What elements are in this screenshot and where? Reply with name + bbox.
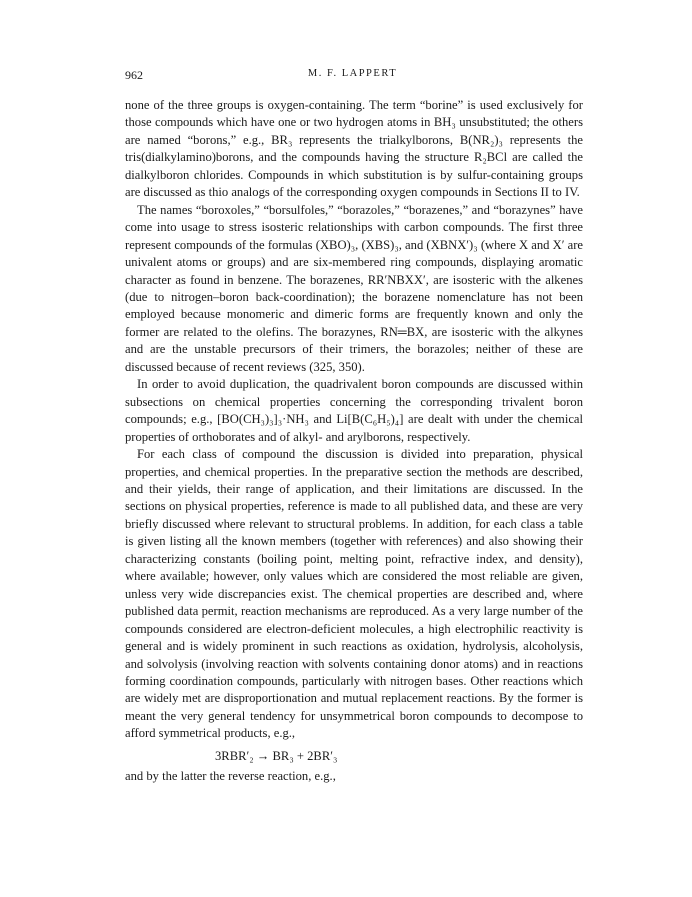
paragraph-quadrivalent: In order to avoid duplication, the quadrivalent boron compounds are discussed within subsections on chemical properties concerning the corresponding trivalent boron compounds; e.g., [BO(CH₃)₃]₃·NH₃ and Li[B(C₆H₅)₄] are dealt with under the chemical properties of orthoborates and of alkyl- and arylborons, respectively. — [125, 377, 583, 444]
paragraph-nomenclature: The names “boroxoles,” “borsulfoles,” “borazoles,” “borazenes,” and “borazynes” have come into usage to stress isosteric relationships with carbon compounds. The first three represent compounds of the formulas (XBO)₃, (XBS)₃, and (XBNX′)₃ (where X and X′ are univalent atoms or groups) and are six-membered ring compounds, displaying aromatic character as found in benzene. The borazenes, RR′NBXX′, are isosteric with the alkenes (due to nitrogen–boron back-coordination); the borazene nomenclature has not been employed because monomeric and dimeric forms are frequently known and only the former are related to the olefins. The borazynes, RN═BX, are isosteric with the alkynes and are the unstable precursors of their trimers, the borazoles; neither of these are discussed because of recent reviews (325, 350). — [125, 202, 583, 374]
page-number: 962 — [125, 68, 143, 82]
body-text — [125, 97, 583, 786]
running-head-author: M. F. LAPPERT — [307, 68, 398, 79]
paragraph-continuation: none of the three groups is oxygen-containing. The term “borine” is used exclusively for those compounds which have one or two hydrogen atoms in BH₃ unsubstituted; the others are named “borons,” e.g., BR₃ represents the trialkylborons, B(NR₂)₃ represents the tris(dialkylamino)borons, and the compounds having the structure R₂BCl are called the dialkylboron chlorides. Compounds in which substitution is by sulfur-containing groups are discussed as thio analogs of the corresponding oxygen compounds in Sections II to IV. — [125, 98, 583, 200]
paragraph-discussion-scheme: For each class of compound the discussion is divided into preparation, physical properties, and chemical properties. In the preparative section the methods are described, and their yields, their range of application, and their limitations are discussed. In the sections on physical properties, reference is made to all published data, and these are very briefly discussed where relevant to structural problems. In addition, for each class a table is given listing all the known members (together with references) and also showing their characterizing constants (boiling point, melting point, refractive index, and density), where available; however, only values which are considered the most reliable are given, unless very wide discrepancies exist. The chemical properties are described and, where published data permit, reaction mechanisms are reproduced. As a very large number of the compounds considered are electron-deficient molecules, a high electrophilic reactivity is general and is widely prominent in such reactions as oxidation, hydrolysis, alcoholysis, and solvolysis (involving reaction with solvents containing donor atoms) and in reactions forming coordination compounds, particularly with nitrogen bases. Other reactions which are widely met are disproportionation and mutual replacement reactions. By the former is meant the very general tendency for unsymmetrical boron compounds to decompose to afford symmetrical products, e.g., — [125, 447, 583, 741]
disproportionation-equation: 3RBR′₂ → BR₃ + 2BR′₃ — [215, 748, 338, 763]
closing-line: and by the latter the reverse reaction, e.g., — [125, 769, 336, 784]
page-header — [125, 68, 580, 84]
